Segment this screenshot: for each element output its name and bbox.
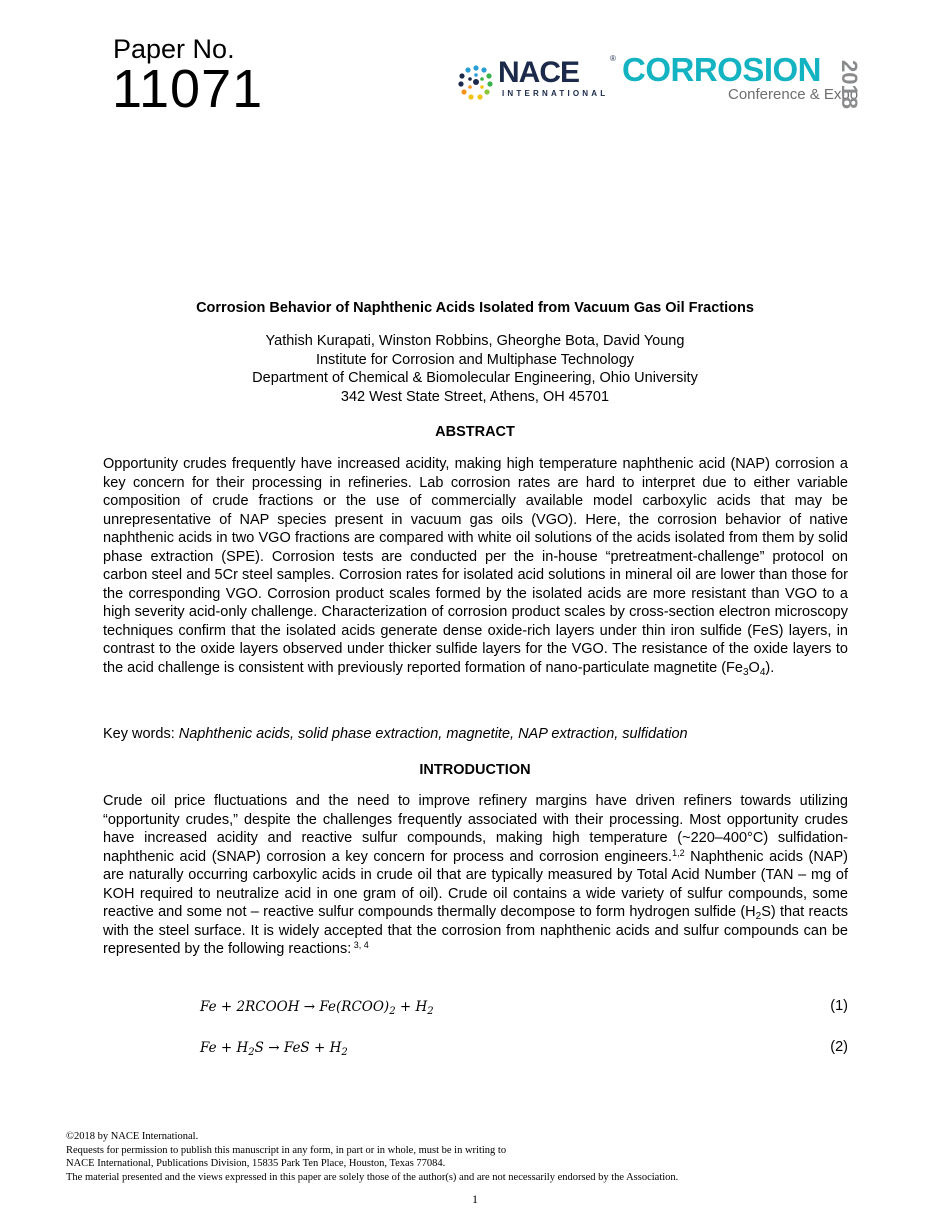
equation-2-number: (2) [830,1039,848,1055]
corrosion-wordmark: CORROSION [622,51,822,88]
author-block [0,332,950,406]
equation-2: $Fe + H_2S$ → FeS + $H_2$ [200,1040,348,1058]
paper-number: 11071 [112,59,264,119]
nace-globe-icon [456,60,496,104]
registered-mark: ® [610,54,616,63]
logo-year: 2018 [837,60,862,109]
department: Department of Chemical & Biomolecular Engineering, Ohio University [252,370,698,386]
conference-expo-label: Conference & Expo [728,86,859,103]
page-number: 1 [472,1192,478,1206]
nace-subtitle: INTERNATIONAL [502,89,609,98]
conference-logo [452,52,902,112]
introduction-paragraph: Crude oil price fluctuations and the need to improve refinery margins have driven refiners towards utilizing “opportunity crudes,” despite the challenges frequently associated with their processing. Most opportunity crudes have increased acidity and reactive sulfur compounds, making high temperature (~220–400°C) sulfidation-naphthenic acid (SNAP) corrosion a key concern for process and corrosion engineers.$^{1,2}$ Naphthenic acids (NAP) are naturally occurring carboxylic acids in crude oil that are typically measured by Total Acid Number (TAN – mg of KOH required to neutralize acid in one gram of oil). Crude oil contains a wide variety of sulfur compounds, some reactive and some not – reactive sulfur compounds thermally decompose to form hydrogen sulfide $(H_2S)$ that reacts with the steel surface. It is widely accepted that the corrosion from naphthenic acids and sulfur compounds can be represented by the following reactions: $^{3, 4}$ [103,793,849,957]
paper-title: Corrosion Behavior of Naphthenic Acids Isolated from Vacuum Gas Oil Fractions [196,300,754,316]
nace-wordmark: NACE [498,56,580,89]
paper-label: Paper No. [113,34,235,64]
copyright-footer [66,1130,678,1184]
introduction-heading: INTRODUCTION [419,762,531,778]
footer-address: NACE International, Publications Division, 15835 Park Ten Place, Houston, Texas 77084. [66,1158,446,1169]
keywords: Key words: Naphthenic acids, solid phase extraction, magnetite, NAP extraction, sulfidation [103,726,688,742]
abstract-paragraph: Opportunity crudes frequently have increased acidity, making high temperature naphthenic acid (NAP) corrosion a key concern for their processing in refineries. Lab corrosion rates are hard to interpret due to either variable composition of crude fractions or the use of commercially available model carboxylic acids that may be unrepresentative of NAP species present in vacuum gas oils (VGO). Here, the corrosion behavior of native naphthenic acids in two VGO fractions are compared with white oil solutions of the acids isolated from them by solid phase extraction (SPE). Corrosion tests are conducted per the in-house “pretreatment-challenge” protocol on carbon steel and 5Cr steel samples. Corrosion rates for isolated acid solutions in mineral oil are lower than those for the corresponding VGO. Corrosion product scales formed by the isolated acids are more resistant than VGO to a high severity acid-only challenge. Characterization of corrosion product scales by cross-section electron microscopy techniques confirm that the isolated acids generate dense oxide-rich layers under thin iron sulfide (FeS) layers, in contrast to the oxide layers observed under thicker sulfide layers for the VGO. The resistance of the oxide layers to the acid challenge is consistent with previously reported formation of nano-particulate magnetite $(Fe_3O_4)$. [103,456,848,678]
author-list: Yathish Kurapati, Winston Robbins, Gheorghe Bota, David Young [265,333,685,349]
footer-copyright: ©2018 by NACE International. [66,1131,199,1142]
address: 342 West State Street, Athens, OH 45701 [340,388,610,405]
equation-1: Fe + 2RCOOH → $Fe(RCOO)_2 + H_2$ [200,999,434,1017]
equation-1-number: (1) [830,998,848,1014]
footer-permission: Requests for permission to publish this manuscript in any form, in part or in whole, must be in writing to [66,1144,507,1156]
abstract-heading: ABSTRACT [435,424,515,440]
footer-disclaimer: The material presented and the views expressed in this paper are solely those of the author(s) and are not necessarily endorsed by the Association. [66,1171,679,1183]
institute: Institute for Corrosion and Multiphase Technology [315,351,635,368]
